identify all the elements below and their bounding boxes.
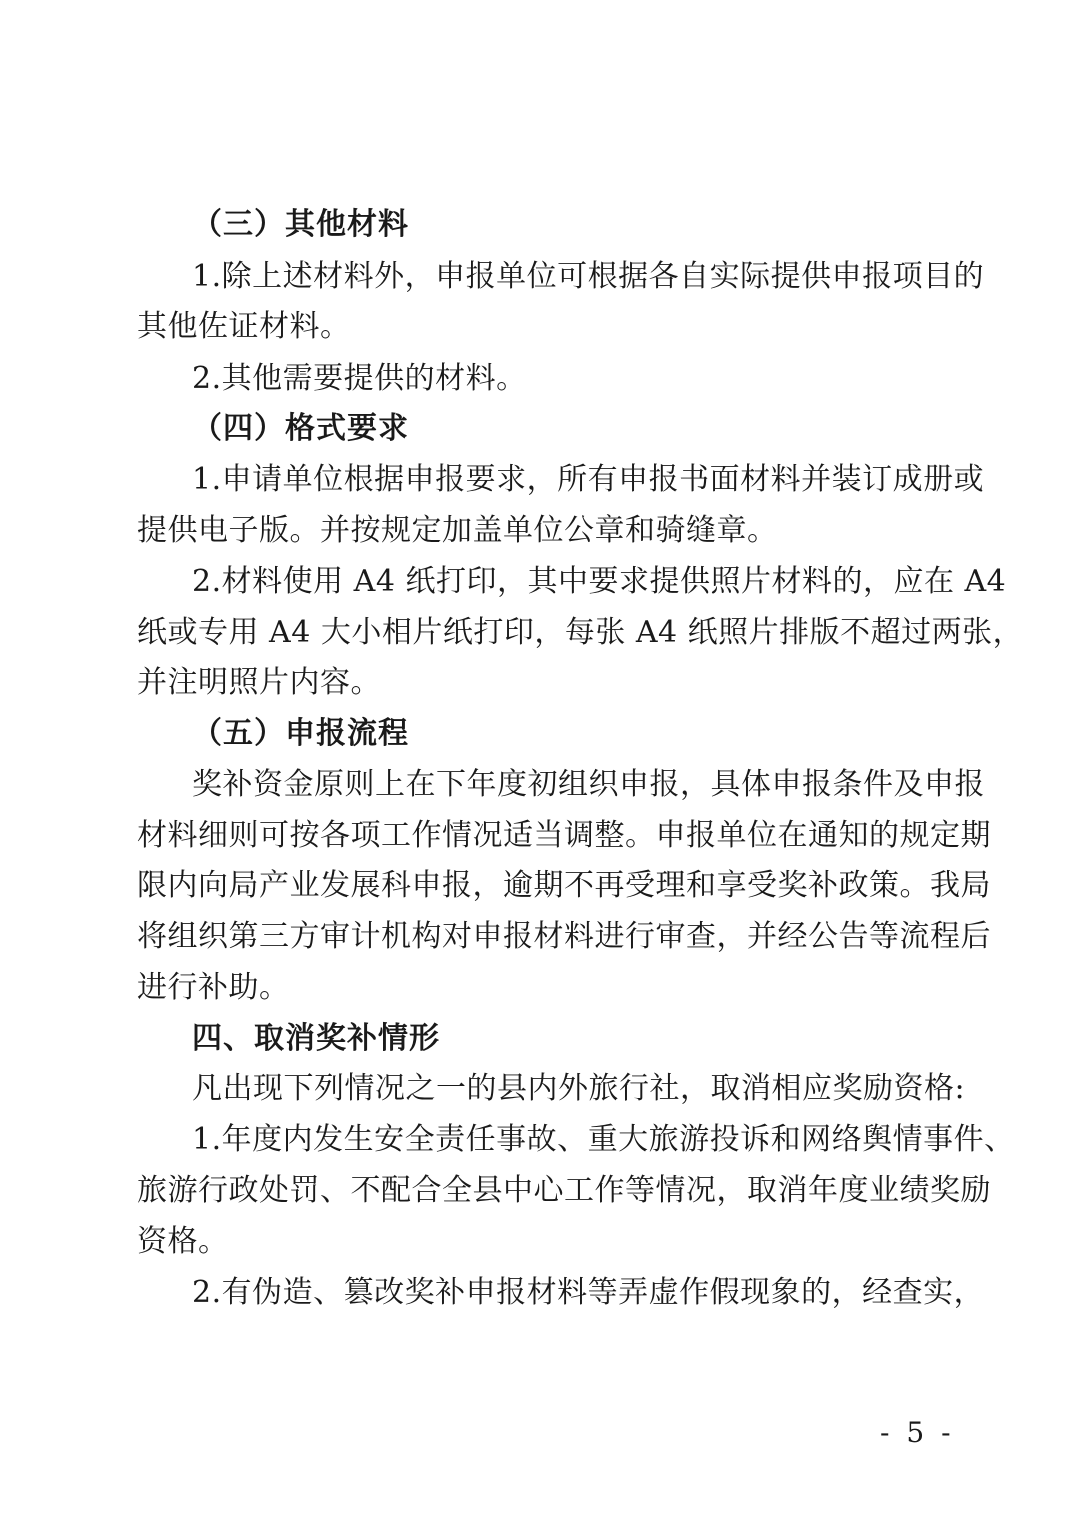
paragraph-line: 材料细则可按各项工作情况适当调整。申报单位在通知的规定期 (137, 818, 991, 853)
paragraph-line: 2.其他需要提供的材料。 (192, 361, 527, 396)
section-heading-cancellation: 四、取消奖补情形 (192, 1021, 440, 1056)
paragraph-line: 提供电子版。并按规定加盖单位公章和骑缝章。 (137, 513, 778, 548)
paragraph-line: 将组织第三方审计机构对申报材料进行审查，并经公告等流程后 (137, 919, 991, 954)
paragraph-line: 纸或专用 A4 大小相片纸打印，每张 A4 纸照片排版不超过两张， (137, 615, 1024, 650)
paragraph-line: 其他佐证材料。 (137, 309, 351, 344)
paragraph-line: 1.年度内发生安全责任事故、重大旅游投诉和网络舆情事件、 (192, 1122, 1015, 1157)
paragraph-line: 资格。 (137, 1224, 229, 1259)
paragraph-line: 1.除上述材料外，申报单位可根据各自实际提供申报项目的 (192, 259, 985, 294)
page-number: - 5 - (880, 1416, 955, 1449)
paragraph-line: 奖补资金原则上在下年度初组织申报，具体申报条件及申报 (192, 767, 985, 802)
paragraph-line: 进行补助。 (137, 970, 290, 1005)
paragraph-line: 限内向局产业发展科申报，逾期不再受理和享受奖补政策。我局 (137, 868, 991, 903)
section-heading-format-requirements: （四）格式要求 (192, 411, 409, 446)
paragraph-line: 2.材料使用 A4 纸打印，其中要求提供照片材料的，应在 A4 (192, 564, 1007, 599)
paragraph-line: 2.有伪造、篡改奖补申报材料等弄虚作假现象的，经查实， (192, 1275, 985, 1310)
paragraph-line: 旅游行政处罚、不配合全县中心工作等情况，取消年度业绩奖励 (137, 1173, 991, 1208)
section-heading-application-process: （五）申报流程 (192, 716, 409, 751)
paragraph-line: 并注明照片内容。 (137, 665, 381, 700)
paragraph-line: 凡出现下列情况之一的县内外旅行社，取消相应奖励资格: (192, 1071, 966, 1106)
section-heading-other-materials: （三）其他材料 (192, 207, 409, 242)
paragraph-line: 1.申请单位根据申报要求，所有申报书面材料并装订成册或 (192, 462, 985, 497)
